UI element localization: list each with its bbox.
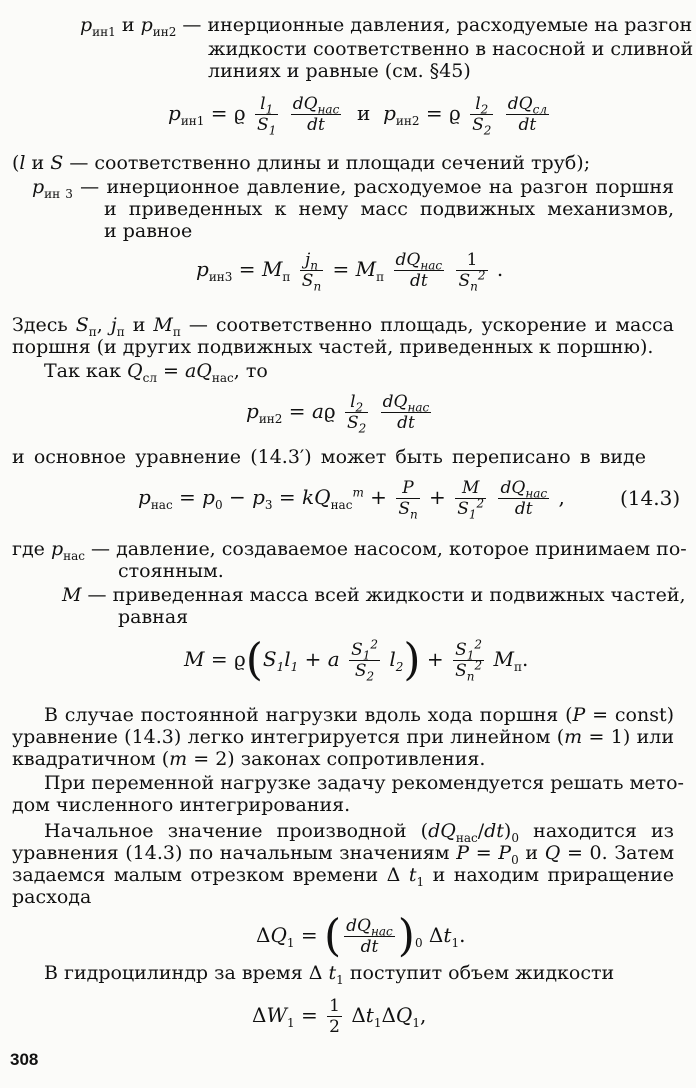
text-line: $p_{ин1}$ и $p_{ин2}$ — инерционные давления, расходуемые на разгон	[80, 14, 693, 39]
formula-main: $p_{нас} = p_0 - p_3 = kQ_{нас}^m$ + $\frac{P}{S_п}$ + $\frac{M}{S_1^2}$ $\frac{dQ_{нас}}{dt}$ ,	[138, 478, 565, 522]
formula-dw: $\Delta W_1$ = $\frac{1}{2}$ $\Delta t_1\Delta Q_1$,	[252, 996, 427, 1037]
text-line: и приведенных к нему масс подвижных механизмов,	[104, 198, 674, 220]
text-line: Так как $Q_{сл} = aQ_{нас}$, то	[44, 360, 268, 385]
text-line: равная	[118, 606, 189, 628]
text-line: (l и S — соответственно длины и площади сечений труб);	[12, 152, 591, 174]
text-line: Здесь $S_п$, $j_п$ и $M_п$ — соответственно площадь, ускорение и масса	[12, 314, 674, 339]
text-line: В случае постоянной нагрузки вдоль хода поршня (P = const)	[44, 704, 675, 726]
formula-pin: $p_{ин1} = ϱ$ $\frac{l_1}{S_1}$ $\frac{dQ_{нас}}{dt}$ и $p_{ин2} = ϱ$ $\frac{l_2}{S_2}$ $\frac{dQ_{сл}}{dt}$	[168, 94, 547, 138]
formula-mass: $M = ϱ(S_1l_1 + a$ $\frac{S_1^2}{S_2}$ $l_2$) + $\frac{S_1^2}{S_п^2}$ $M_п$.	[184, 634, 529, 686]
text-line: стоянным.	[118, 560, 224, 582]
text-line: линиях и равные (см. §45)	[208, 60, 471, 82]
text-line: При переменной нагрузке задачу рекомендуется решать мето-	[44, 772, 684, 794]
formula-pin3: $p_{ин3} = M_п$ $\frac{j_п}{S_п}$ = $M_п$ $\frac{dQ_{нас}}{dt}$ $\frac{1}{S_п^2}$ .	[196, 250, 504, 294]
text-line: уравнение (14.3) легко интегрируется при линейном (m = 1) или	[12, 726, 674, 748]
text-line: квадратичном (m = 2) законах сопротивления.	[12, 748, 486, 770]
text-line: Начальное значение производной $(dQ_{нас}/dt)_0$ находится из	[44, 820, 674, 845]
text-line: расхода	[12, 886, 92, 908]
text-line: поршня (и других подвижных частей, приведенных к поршню).	[12, 336, 654, 358]
text-line: жидкости соответственно в насосной и сливной	[208, 38, 694, 60]
formula-dq: $\Delta Q_1$ = ( $\frac{dQ_{нас}}{dt}$ )$_0$ $\Delta t_1$.	[256, 910, 466, 962]
text-line: задаемся малым отрезком времени Δ $t_1$ и находим приращение	[12, 864, 674, 889]
text-line: где $p_{нас}$ — давление, создаваемое насосом, которое принимаем по-	[12, 538, 687, 563]
text-line: и основное уравнение (14.3′) может быть переписано в виде	[12, 446, 646, 468]
formula-pin2-a: $p_{ин2} = aϱ$ $\frac{l_2}{S_2}$ $\frac{dQ_{нас}}{dt}$	[246, 392, 430, 436]
equation-number: (14.3)	[620, 486, 681, 510]
text-line: дом численного интегрирования.	[12, 794, 351, 816]
text-line: M — приведенная масса всей жидкости и подвижных частей,	[62, 584, 686, 606]
text-line: $p_{ин 3}$ — инерционное давление, расходуемое на разгон поршня	[32, 176, 674, 201]
text-line: и равное	[104, 220, 193, 242]
text-line: В гидроцилиндр за время Δ $t_1$ поступит объем жидкости	[44, 962, 615, 987]
page-number: 308	[10, 1050, 39, 1069]
text-line: уравнения (14.3) по начальным значениям $P = P_0$ и Q = 0. Затем	[12, 842, 675, 867]
